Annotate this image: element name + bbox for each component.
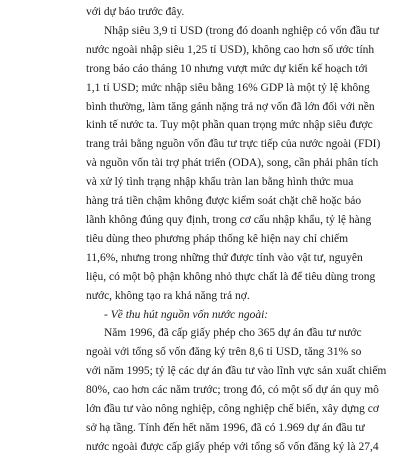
text-line: liệu, có một bộ phận không nhỏ thực chất là để tiêu dùng trong bbox=[86, 270, 376, 283]
text-line: kinh tế nước ta. Tuy một phần quan trọng mức nhập siêu được bbox=[86, 119, 373, 132]
text-line: 11,6%, nhưng trong những thứ được tính vào vật tư, nguyên bbox=[86, 251, 363, 264]
text-line: lãnh không đúng quy định, trong cơ cấu nhập khẩu, tỷ lệ hàng bbox=[86, 213, 372, 226]
text-line: tiêu dùng theo phương pháp thống kê hiện nay chỉ chiếm bbox=[86, 232, 349, 245]
text-line: sở hạ tầng. Tính đến hết năm 1996, đã có 1.969 dự án đầu tư bbox=[86, 421, 365, 434]
text-line: 80%, cao hơn các năm trước; trong đó, có một số dự án quy mô bbox=[86, 384, 379, 397]
text-line: hàng trả tiền chậm không được kiểm soát chặt chẽ hoặc bảo bbox=[86, 195, 362, 208]
text-line: trong báo cáo tháng 10 nhưng vượt mức dự kiến kế hoạch tới bbox=[86, 62, 368, 75]
text-line: và nguồn vốn tài trợ phát triển (ODA), song, cần phải phân tích bbox=[86, 157, 379, 170]
text-line: trang trải bằng nguồn vốn đầu tư trực tiếp của nước ngoài (FDI) bbox=[86, 138, 381, 151]
text-line: bình thường, làm tăng gánh nặng trả nợ vốn đã lớn đối với nền bbox=[86, 100, 375, 113]
text-line: Năm 1996, đã cấp giấy phép cho 365 dự án đầu tư nước bbox=[104, 327, 362, 340]
text-line: với năm 1995; tỷ lệ các dự án đầu tư vào lĩnh vực sản xuất chiếm bbox=[86, 365, 387, 378]
text-line: và xử lý tình trạng nhập khẩu tràn lan bằng hình thức mua bbox=[86, 176, 354, 189]
text-line: nước, không tạo ra khả năng trả nợ. bbox=[86, 289, 250, 302]
text-line: 1,1 tỉ USD; mức nhập siêu bằng 16% GDP là một tỷ lệ không bbox=[86, 81, 370, 94]
text-line: lớn đầu tư vào nông nghiệp, công nghiệp chế biến, xây dựng cơ bbox=[86, 403, 379, 416]
text-line: nước ngoài được cấp giấy phép với tổng số vốn đăng ký là 27,4 bbox=[86, 440, 379, 453]
section-heading: - Về thu hút nguồn vốn nước ngoài: bbox=[104, 308, 269, 321]
text-line: ngoài với tổng số vốn đăng ký trên 8,6 tỉ USD, tăng 31% so bbox=[86, 346, 362, 359]
text-line: Nhập siêu 3,9 tỉ USD (trong đó doanh nghiệp có vốn đầu tư bbox=[104, 24, 379, 37]
text-line: với dự báo trước đây. bbox=[86, 6, 185, 18]
text-line: nước ngoài nhập siêu 1,25 tỉ USD), không cao hơn số ước tính bbox=[86, 43, 375, 56]
